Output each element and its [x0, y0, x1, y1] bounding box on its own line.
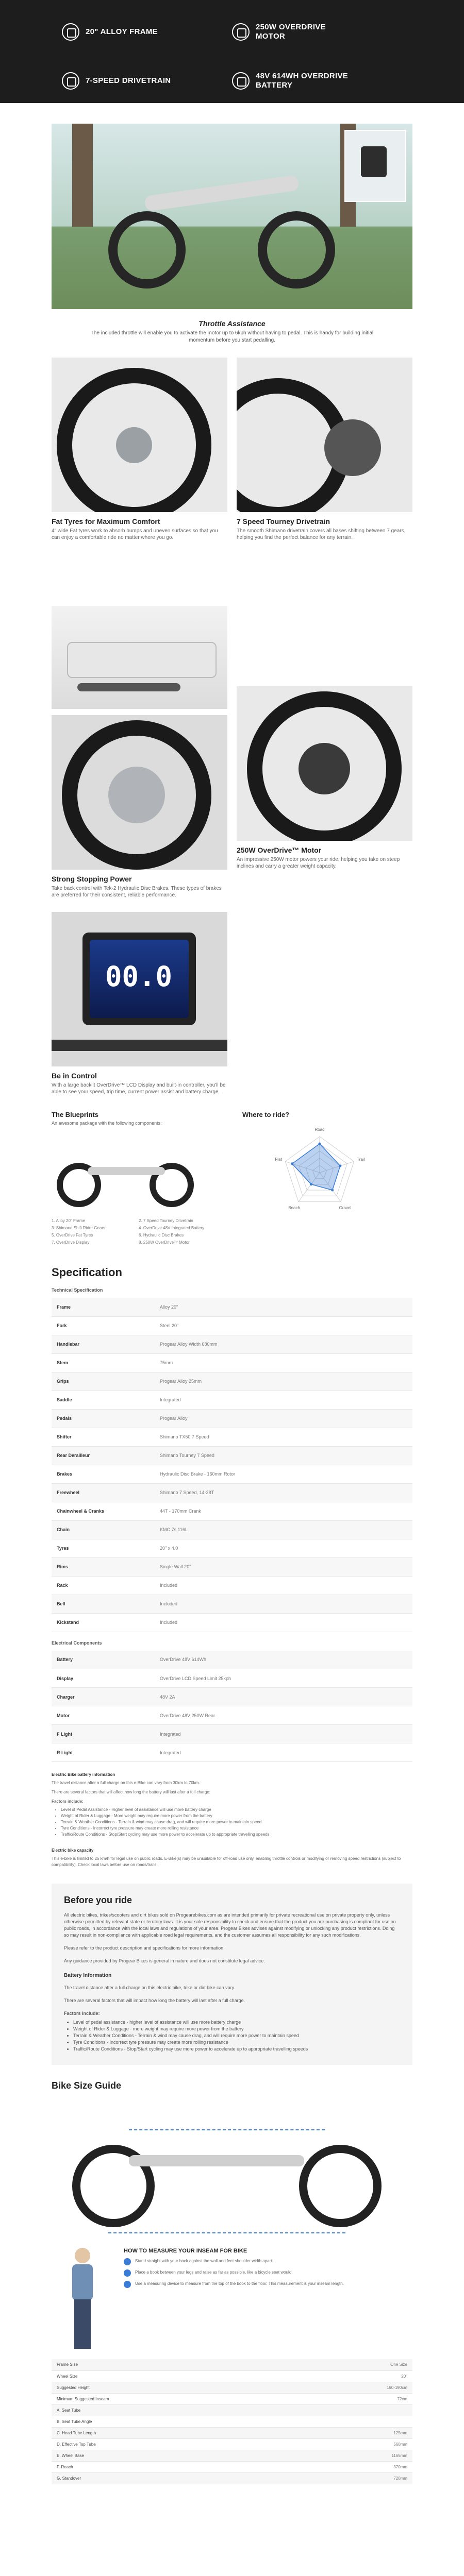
spec-value: OverDrive 48V 250W Rear	[155, 1706, 412, 1725]
table-row	[52, 1613, 412, 1632]
before-battery-title: Battery Information	[64, 1973, 112, 1978]
spec-value	[206, 2416, 412, 2427]
fat-tyres-title: Fat Tyres for Maximum Comfort	[52, 517, 160, 526]
spec-key: Saddle	[52, 1391, 155, 1409]
table-row	[52, 1391, 412, 1409]
specification-section	[0, 1266, 464, 1868]
spec-value: Alloy 20"	[155, 1298, 412, 1316]
drivetrain-desc: The smooth Shimano drivetrain covers all bases shifting between 7 gears, helping you find the perfect balance for any terrain.	[237, 528, 406, 540]
size-guide-title: Bike Size Guide	[52, 2080, 122, 2091]
blueprints	[52, 1111, 222, 1245]
lcd-display	[82, 933, 196, 1025]
table-row	[52, 1353, 412, 1372]
size-guide-diagram	[52, 2098, 412, 2238]
person-legs	[74, 2299, 91, 2349]
spec-key: Chain	[52, 1520, 155, 1539]
step-bullet-icon	[124, 2281, 131, 2288]
radar-point	[339, 1165, 341, 1167]
list-item: • Traffic/Route Conditions - Stop/Start cycling may use more power to accelerate up to appropriate travelling speeds	[73, 2046, 400, 2053]
spec-value: OverDrive 48V 614Wh	[155, 1651, 412, 1669]
spec-key: G. Standover	[52, 2472, 206, 2484]
throttle-desc: The included throttle will enable you to activate the motor up to 6kph without having to pedal. This is handy for building initial momentum before you start pedalling.	[90, 330, 374, 343]
electrical-spec-table	[52, 1651, 412, 1762]
spec-key: Rack	[52, 1576, 155, 1595]
spec-drivetrain	[62, 58, 232, 103]
lcd-display-photo	[52, 912, 227, 1066]
size-guide-section	[0, 2080, 464, 2484]
before-you-ride-box	[52, 1884, 412, 2065]
specification-title: Specification	[52, 1266, 122, 1279]
technical-spec-table	[52, 1298, 412, 1632]
radar-category-label: Trail	[357, 1157, 365, 1162]
step-text: Use a measuring device to measure from the top of the book to the floor. This measurement is your inseam length.	[135, 2281, 344, 2286]
electrical-spec-title: Electrical Components	[52, 1640, 102, 1646]
spec-key: Frame	[52, 1298, 155, 1316]
drivetrain-photo	[237, 358, 412, 512]
spec-battery	[232, 58, 402, 103]
battery-factors-title: Factors include:	[52, 1799, 84, 1804]
table-row	[52, 2438, 412, 2450]
handlebar	[52, 1040, 227, 1051]
spec-value: One Size	[206, 2359, 412, 2370]
table-row	[52, 2416, 412, 2427]
spec-value: Included	[155, 1595, 412, 1613]
battery-icon	[232, 72, 250, 90]
list-item: • Terrain & Weather Conditions - Terrain & wind may cause drag, and will require more power to maintain speed	[73, 2032, 400, 2039]
brakes-desc: Take back control with Tek-2 Hydraulic Disc Brakes. These types of brakes are preferred for their consistent, reliable performance.	[52, 886, 222, 898]
bike-frame	[129, 2155, 304, 2166]
list-item: • Level of Pedal Assistance - Higher level of assistance will use more battery charge	[61, 1807, 412, 1813]
inseam-guide	[52, 2248, 412, 2351]
inseam-steps	[124, 2248, 412, 2351]
spec-value: 560mm	[206, 2438, 412, 2450]
radar-point	[310, 1183, 312, 1185]
table-row	[52, 2382, 412, 2393]
table-row	[52, 1298, 412, 1316]
spec-value: Shimano 7 Speed, 14-28T	[155, 1483, 412, 1502]
list-item: • Weight of Rider & Luggage - More weight may require more power from the battery	[61, 1813, 412, 1819]
fat-tyres-desc: 4" wide Fat tyres work to absorb bumps and uneven surfaces so that you can enjoy a comfortable ride no matter where you go.	[52, 528, 218, 540]
spec-key: Wheel Size	[52, 2370, 206, 2382]
rear-wheel	[299, 2145, 382, 2227]
spec-key: A. Seat Tube	[52, 2404, 206, 2416]
motor-title: 250W OverDrive™ Motor	[237, 846, 322, 854]
spec-value: Single Wall 20"	[155, 1557, 412, 1576]
spec-key: F Light	[52, 1725, 155, 1743]
bike-frame	[77, 683, 180, 691]
spec-value: Progear Alloy 25mm	[155, 1372, 412, 1391]
before-factors-list	[64, 2019, 400, 2053]
spec-key: Bell	[52, 1595, 155, 1613]
legend-item: 8. 250W OverDrive™ Motor	[139, 1240, 190, 1245]
radar-series-area	[292, 1144, 340, 1190]
dimension-line	[108, 2232, 345, 2233]
spec-motor-text: 250W OVERDRIVE MOTOR	[256, 22, 326, 41]
spacer	[237, 912, 412, 1095]
control-feature	[52, 912, 227, 1095]
spec-key: R Light	[52, 1743, 155, 1762]
dimension-line	[129, 2129, 325, 2130]
spec-value: 1165mm	[206, 2450, 412, 2461]
spec-key: D. Effective Top Tube	[52, 2438, 206, 2450]
table-row	[52, 2359, 412, 2370]
key-specs-strip	[0, 0, 464, 103]
person-torso	[72, 2264, 93, 2300]
spec-key: Brakes	[52, 1465, 155, 1483]
spec-key: Handlebar	[52, 1335, 155, 1353]
drivetrain-title: 7 Speed Tourney Drivetrain	[237, 517, 330, 526]
spec-key: Motor	[52, 1706, 155, 1725]
radar-point	[331, 1189, 334, 1192]
table-row	[52, 1743, 412, 1762]
spec-value: Included	[155, 1576, 412, 1595]
spec-key: Battery	[52, 1651, 155, 1669]
spec-value: Included	[155, 1613, 412, 1632]
spec-frame	[62, 9, 232, 54]
inseam-step	[124, 2269, 412, 2277]
table-row	[52, 2427, 412, 2438]
blueprints-subtitle: An awesome package with the following components:	[52, 1121, 162, 1126]
table-row	[52, 1706, 412, 1725]
lcd-screen	[90, 940, 189, 1018]
spec-value: 20" x 4.0	[155, 1539, 412, 1557]
before-b1: The travel distance after a full charge on this electric bike, trike or dirt bike can vary.	[64, 1985, 235, 1990]
radar-category-label: Flat	[275, 1157, 282, 1162]
spec-key: Charger	[52, 1688, 155, 1706]
spec-key: Grips	[52, 1372, 155, 1391]
spec-key: Pedals	[52, 1409, 155, 1428]
spec-value: 20"	[206, 2370, 412, 2382]
battery-factors-list	[52, 1807, 412, 1838]
table-row	[52, 1446, 412, 1465]
brakes-title: Strong Stopping Power	[52, 875, 132, 883]
spec-key: Stem	[52, 1353, 155, 1372]
list-item: • Traffic/Route Conditions - Stop/Start cycling may use more power to accelerate up to appropriate travelling speeds	[61, 1832, 412, 1838]
spec-value: Steel 20"	[155, 1316, 412, 1335]
technical-spec-title: Technical Specification	[52, 1287, 103, 1293]
spec-value: 720mm	[206, 2472, 412, 2484]
spec-value: Hydraulic Disc Brake - 160mm Rotor	[155, 1465, 412, 1483]
feature-row-1	[0, 358, 464, 541]
radar-category-label: Beach	[288, 1206, 300, 1210]
spec-key: Shifter	[52, 1428, 155, 1446]
table-row	[52, 2370, 412, 2382]
spec-motor	[232, 9, 402, 54]
radar-point	[291, 1162, 293, 1165]
table-row	[52, 1483, 412, 1502]
blueprint-legend	[52, 1218, 222, 1245]
legend-item: 4. OverDrive 48V Integrated Battery	[139, 1226, 205, 1230]
legend-item: 3. Shimano Shift Rider Gears	[52, 1226, 106, 1230]
step-text: Place a book between your legs and raise as far as possible, like a bicycle seat would.	[135, 2270, 293, 2275]
spec-key: Fork	[52, 1316, 155, 1335]
throttle-title: Throttle Assistance	[198, 319, 266, 328]
gear-icon	[62, 72, 79, 90]
where-to-ride-title: Where to ride?	[242, 1111, 290, 1118]
fat-tyres-feature	[52, 358, 227, 541]
bike-frame	[144, 175, 299, 211]
spec-value: 48V 2A	[155, 1688, 412, 1706]
table-row	[52, 1539, 412, 1557]
table-row	[52, 1409, 412, 1428]
spec-value: Integrated	[155, 1725, 412, 1743]
fat-tyre-photo	[52, 358, 227, 512]
radar-category-label: Gravel	[339, 1206, 352, 1210]
spec-key: Frame Size	[52, 2359, 206, 2370]
feature-row-5	[0, 912, 464, 1095]
person-head	[75, 2248, 90, 2263]
spec-value: 125mm	[206, 2427, 412, 2438]
spec-value: Shimano TX50 7 Speed	[155, 1428, 412, 1446]
size-table	[52, 2359, 412, 2484]
table-row	[52, 1725, 412, 1743]
table-row	[52, 1688, 412, 1706]
table-row	[52, 1669, 412, 1688]
spec-value: 72cm	[206, 2393, 412, 2404]
where-to-ride	[242, 1111, 412, 1245]
motor-icon	[232, 23, 250, 41]
spec-value: 75mm	[155, 1353, 412, 1372]
motor-hub	[299, 743, 350, 794]
cassette	[324, 419, 381, 476]
legal-title: Electric bike capacity	[52, 1848, 94, 1853]
spec-value: 160-190cm	[206, 2382, 412, 2393]
table-row	[52, 1557, 412, 1576]
brake-rotor	[108, 767, 165, 823]
spec-value	[206, 2404, 412, 2416]
throttle-inset-image	[344, 130, 406, 202]
radar-category-label: Road	[314, 1127, 325, 1132]
before-p2: Please refer to the product description and specifications for more information.	[64, 1945, 225, 1951]
table-row	[52, 2472, 412, 2484]
spec-frame-text: 20" ALLOY FRAME	[86, 27, 158, 36]
table-row	[52, 2450, 412, 2461]
list-item: • Level of pedal assistance - higher level of assistance will use more battery charge	[73, 2019, 400, 2026]
spec-value: KMC 7s 116L	[155, 1520, 412, 1539]
brakes-photo	[52, 715, 227, 870]
inseam-step	[124, 2258, 412, 2265]
inseam-step	[124, 2281, 412, 2288]
list-item: • Tyre Conditions - Incorrect tyre pressure may create more rolling resistance	[61, 1825, 412, 1832]
inseam-title: HOW TO MEASURE YOUR INSEAM FOR BIKE	[124, 2248, 247, 2254]
battery-info-p1: The travel distance after a full charge on this e-Bike can vary from 30km to 70km.	[52, 1781, 200, 1785]
drivetrain-feature	[237, 358, 412, 541]
before-p3: Any guidance provided by Progear Bikes is general in nature and does not constitute legal advice.	[64, 1958, 265, 1963]
spec-value: Integrated	[155, 1743, 412, 1762]
step-bullet-icon	[124, 2269, 131, 2277]
ride-radar-chart	[242, 1118, 397, 1222]
table-row	[52, 1316, 412, 1335]
control-title: Be in Control	[52, 1072, 97, 1080]
table-row	[52, 1428, 412, 1446]
blueprint-bike-image	[52, 1131, 206, 1213]
table-row	[52, 1651, 412, 1669]
legal-text: This e-bike is limited to 25 km/h for legal use on public roads. E-Bike(s) may be unsuitable for off-road use only, enabling throttle controls or modifying or removing speed restrictions (subject to compatibility). Check local laws before use on roads/trails.	[52, 1856, 401, 1867]
spec-value: Shimano Tourney 7 Speed	[155, 1446, 412, 1465]
list-item: • Weight of Rider & Luggage - more weight may require more power from the battery	[73, 2026, 400, 2032]
table-row	[52, 1595, 412, 1613]
legend-item: 7. OverDrive Display	[52, 1240, 90, 1245]
spec-key: B. Seat Tube Angle	[52, 2416, 206, 2427]
spec-key: Suggested Height	[52, 2382, 206, 2393]
table-row	[52, 2404, 412, 2416]
battery-pack	[67, 642, 217, 678]
throttle-section	[88, 319, 376, 344]
battery-info-p2: There are several factors that will affect how long the battery will last after a full charge:	[52, 1790, 210, 1794]
table-row	[52, 1502, 412, 1520]
before-factors-title: Factors include:	[64, 2011, 100, 2016]
person-illustration	[52, 2248, 113, 2351]
motor-desc: An impressive 250W motor powers your ride, helping you take on steep inclines and carry a greater weight capacity.	[237, 857, 400, 869]
spec-value: OverDrive LCD Speed Limit 25kph	[155, 1669, 412, 1688]
battery-info-title: Electric Bike battery information	[52, 1772, 115, 1777]
front-wheel	[108, 211, 186, 289]
before-b2: There are several factors that will impact how long the battery will last after a full charge.	[64, 1998, 245, 2003]
spec-key: Tyres	[52, 1539, 155, 1557]
spec-key: F. Reach	[52, 2461, 206, 2472]
step-text: Stand straight with your back against the wall and feet shoulder width apart.	[135, 2259, 273, 2263]
hero-bike-image	[52, 124, 412, 309]
spec-value: Integrated	[155, 1391, 412, 1409]
spec-value: Progear Alloy	[155, 1409, 412, 1428]
hub	[116, 427, 152, 463]
battery-photo	[52, 606, 227, 709]
spec-battery-text: 48V 614WH OVERDRIVE BATTERY	[256, 71, 349, 90]
spec-value: Progear Alloy Width 680mm	[155, 1335, 412, 1353]
table-row	[52, 1576, 412, 1595]
legend-item: 2. 7 Speed Tourney Drivetrain	[139, 1218, 193, 1223]
list-item: • Terrain & Weather Conditions - Terrain & wind may cause drag, and will require more power to maintain speed	[61, 1819, 412, 1825]
legend-item: 1. Alloy 20" Frame	[52, 1218, 86, 1223]
lcd-speed-readout: 00.0	[105, 960, 173, 993]
spec-key: Chainwheel & Cranks	[52, 1502, 155, 1520]
frame-icon	[62, 23, 79, 41]
spec-drivetrain-text: 7-SPEED DRIVETRAIN	[86, 76, 171, 85]
blueprints-title: The Blueprints	[52, 1111, 99, 1118]
table-row	[52, 2393, 412, 2404]
before-title: Before you ride	[64, 1895, 132, 1905]
blueprint-row	[0, 1111, 464, 1245]
spec-key: C. Head Tube Length	[52, 2427, 206, 2438]
tree	[72, 124, 93, 227]
spec-key: Display	[52, 1669, 155, 1688]
table-row	[52, 1520, 412, 1539]
radar-point	[319, 1143, 321, 1145]
motor-photo	[237, 686, 412, 841]
spec-value: 370mm	[206, 2461, 412, 2472]
spec-key: Minimum Suggested Inseam	[52, 2393, 206, 2404]
list-item: • Tyre Conditions - Incorrect tyre pressure may create more rolling resistance	[73, 2039, 400, 2046]
table-row	[52, 1335, 412, 1353]
control-desc: With a large backlit OverDrive™ LCD Display and built-in controller, you'll be able to see your speed, trip time, current power assist and battery charge.	[52, 1082, 226, 1095]
bike-frame	[88, 1167, 165, 1175]
spec-key: E. Wheel Base	[52, 2450, 206, 2461]
legend-item: 6. Hydraulic Disc Brakes	[139, 1233, 184, 1238]
step-bullet-icon	[124, 2258, 131, 2265]
table-row	[52, 1372, 412, 1391]
legend-item: 5. OverDrive Fat Tyres	[52, 1233, 93, 1238]
spec-key: Rear Derailleur	[52, 1446, 155, 1465]
before-p1: All electric bikes, trikes/scooters and dirt bikes sold on Progearebikes.com as are intended primarily for private recreational use on private property only, unless otherwise permitted by relevant state or territory laws. It is your sole responsibility to check and ensure that the product you are purchasing is compliant for use on public roads, in accordance with the local laws and regulations of your area. Progear Bikes advises against modifying or unlocking any product restrictions. Doing so may result in non-compliance with applicable road legal requirements, and the customer assumes all responsibility for any such modifications.	[64, 1912, 396, 1938]
table-row	[52, 1465, 412, 1483]
spec-value: 44T - 170mm Crank	[155, 1502, 412, 1520]
spec-key: Kickstand	[52, 1613, 155, 1632]
spec-key: Freewheel	[52, 1483, 155, 1502]
spec-key: Rims	[52, 1557, 155, 1576]
table-row	[52, 2461, 412, 2472]
rear-wheel	[258, 211, 335, 289]
